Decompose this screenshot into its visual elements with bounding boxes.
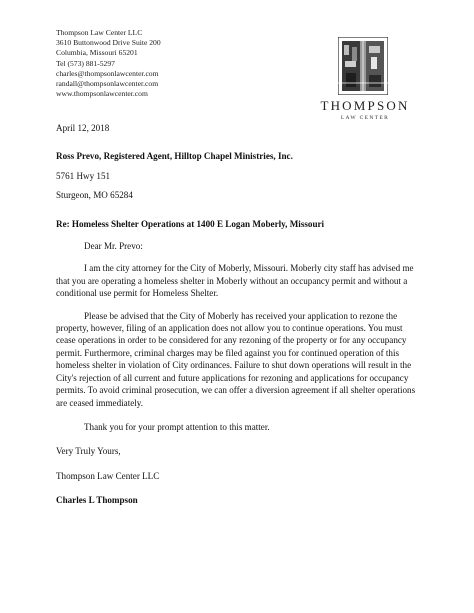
letterhead-email-randall: randall@thompsonlawcenter.com <box>56 79 159 89</box>
recipient-address-street: 5761 Hwy 151 <box>56 170 111 181</box>
logo-wordmark: THOMPSON <box>320 98 410 113</box>
paragraph-2: Please be advised that the City of Moberly has received your application to rezone the property, however, filing of an application does not allow you to continue operations. You must cease operations in order to be considered for any rezoning of the property or for any occupancy permit. Furthermore, criminal charges may be filed against you for continued operation of this homeless shelter in violation of City ordinances. Failure to shut down operations will result in the City's rejection of all current and future applications for rezoning and applications for occupancy permits. To avoid criminal prosecution, we can offer a diversion agreement if all shelter operations are ceased immediately. <box>56 310 416 408</box>
letterhead-city: Columbia, Missouri 65201 <box>56 48 138 58</box>
closing: Very Truly Yours, <box>56 446 121 457</box>
letter-body <box>56 122 424 507</box>
thank-you-line: Thank you for your prompt attention to this matter. <box>84 421 270 432</box>
letterhead-email-charles: charles@thompsonlawcenter.com <box>56 68 159 78</box>
letterhead-firm: Thompson Law Center LLC <box>56 28 143 37</box>
letter-date: April 12, 2018 <box>56 123 110 133</box>
recipient-name: Ross Prevo, Registered Agent, Hilltop Chapel Ministries, Inc. <box>56 151 293 162</box>
letterhead <box>56 28 161 99</box>
firm-logo <box>316 37 414 127</box>
recipient-address-city: Sturgeon, MO 65284 <box>56 190 133 201</box>
letterhead-street: 3610 Buttonwood Drive Suite 200 <box>56 38 161 48</box>
letterhead-website: www.thompsonlawcenter.com <box>56 89 148 99</box>
salutation: Dear Mr. Prevo: <box>84 241 143 252</box>
logo-subtitle: LAW CENTER <box>340 115 390 121</box>
subject-line: Re: Homeless Shelter Operations at 1400 E Logan Moberly, Missouri <box>56 218 325 229</box>
building-logo-icon <box>338 37 388 95</box>
letterhead-phone: Tel (573) 881-5297 <box>56 58 115 68</box>
paragraph-1: I am the city attorney for the City of Moberly, Missouri. Moberly city staff has advised me that you are operating a homeless shelter in Moberly without an occupancy permit and without a conditional use permit for Homeless Shelter. <box>56 263 414 299</box>
signer-name: Charles L Thompson <box>56 495 138 506</box>
signature-firm: Thompson Law Center LLC <box>56 470 160 481</box>
